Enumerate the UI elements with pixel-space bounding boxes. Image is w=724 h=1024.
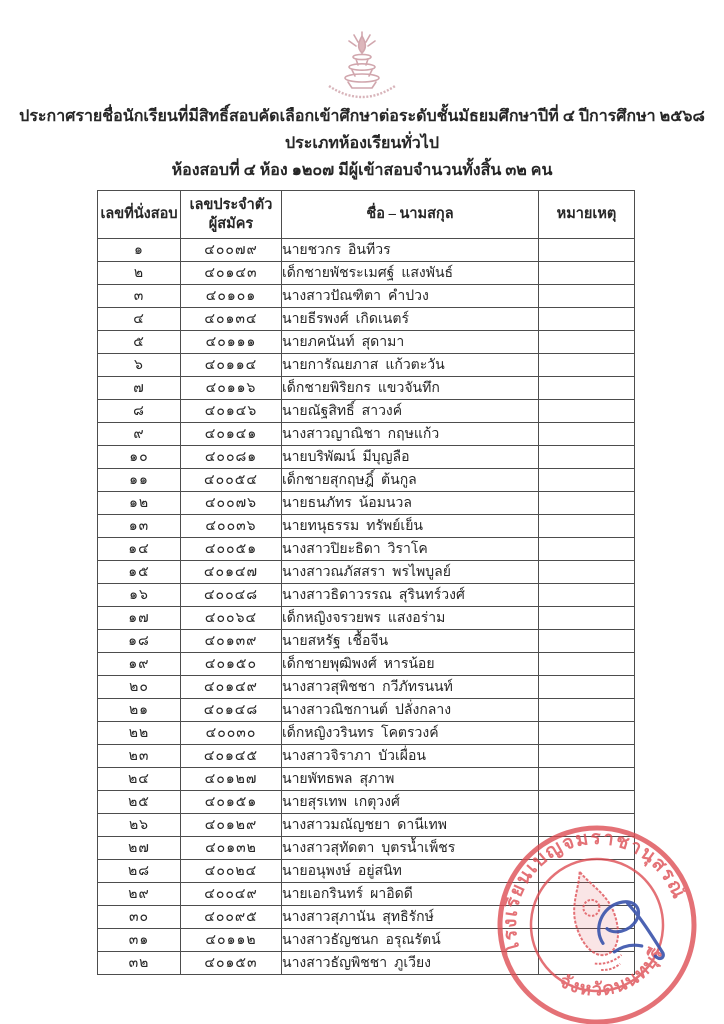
full-name-cell: เด็กหญิงวรินทร โคตรวงค์	[282, 722, 539, 745]
table-row	[98, 883, 635, 906]
seat-number-cell: ๓	[98, 285, 181, 308]
applicant-id-cell: ๔๐๐๘๑	[181, 446, 282, 469]
table-row	[98, 745, 635, 768]
remark-cell	[539, 400, 635, 423]
seat-number-cell: ๑๑	[98, 469, 181, 492]
full-name-cell: นางสาวณิชกานต์ ปลั่งกลาง	[282, 699, 539, 722]
full-name-cell: นายสุรเทพ เกตุวงศ์	[282, 791, 539, 814]
remark-cell	[539, 791, 635, 814]
remark-cell	[539, 239, 635, 262]
table-row	[98, 653, 635, 676]
seat-number-cell: ๒๗	[98, 837, 181, 860]
full-name-cell: นางสาวสุทัดตา บุตรน้ำเพ็ชร	[282, 837, 539, 860]
applicant-id-cell: ๔๐๑๓๔	[181, 308, 282, 331]
full-name-cell: นางสาวปัณฑิตา คำปวง	[282, 285, 539, 308]
remark-cell	[539, 515, 635, 538]
examinee-table	[97, 190, 635, 975]
applicant-id-cell: ๔๐๑๔๖	[181, 400, 282, 423]
header-full-name: ชื่อ – นามสกุล	[282, 191, 539, 239]
full-name-cell: นายธีรพงศ์ เกิดเนตร์	[282, 308, 539, 331]
seat-number-cell: ๑๘	[98, 630, 181, 653]
table-row	[98, 515, 635, 538]
table-header-row	[98, 191, 635, 239]
remark-cell	[539, 607, 635, 630]
table-row	[98, 239, 635, 262]
applicant-id-cell: ๔๐๐๕๔	[181, 469, 282, 492]
table-row	[98, 469, 635, 492]
remark-cell	[539, 630, 635, 653]
seat-number-cell: ๒๒	[98, 722, 181, 745]
remark-cell	[539, 745, 635, 768]
applicant-id-cell: ๔๐๑๕๓	[181, 952, 282, 975]
applicant-id-cell: ๔๐๑๓๙	[181, 630, 282, 653]
applicant-id-cell: ๔๐๑๔๓	[181, 262, 282, 285]
seat-number-cell: ๑๓	[98, 515, 181, 538]
full-name-cell: เด็กชายพุฒิพงศ์ หารน้อย	[282, 653, 539, 676]
applicant-id-cell: ๔๐๑๔๑	[181, 423, 282, 446]
seat-number-cell: ๑	[98, 239, 181, 262]
remark-cell	[539, 653, 635, 676]
table-row	[98, 929, 635, 952]
announcement-header	[0, 103, 724, 184]
applicant-id-cell: ๔๐๑๔๕	[181, 745, 282, 768]
remark-cell	[539, 768, 635, 791]
seat-number-cell: ๓๒	[98, 952, 181, 975]
applicant-id-cell: ๔๐๑๔๙	[181, 676, 282, 699]
applicant-id-cell: ๔๐๑๑๔	[181, 354, 282, 377]
full-name-cell: นายทนุธรรม ทรัพย์เย็น	[282, 515, 539, 538]
full-name-cell: นางสาวธัญชนก อรุณรัตน์	[282, 929, 539, 952]
full-name-cell: นางสาวธิดาวรรณ สุรินทร์วงศ์	[282, 584, 539, 607]
full-name-cell: เด็กหญิงจรวยพร แสงอร่าม	[282, 607, 539, 630]
seat-number-cell: ๓๑	[98, 929, 181, 952]
remark-cell	[539, 561, 635, 584]
remark-cell	[539, 262, 635, 285]
seat-number-cell: ๒	[98, 262, 181, 285]
remark-cell	[539, 423, 635, 446]
full-name-cell: นางสาวธัญพิชชา ภูเวียง	[282, 952, 539, 975]
seat-number-cell: ๑๙	[98, 653, 181, 676]
table-row	[98, 630, 635, 653]
full-name-cell: นายการัณยภาส แก้วตะวัน	[282, 354, 539, 377]
full-name-cell: นางสาวมณัญชยา ดานีเทพ	[282, 814, 539, 837]
full-name-cell: นางสาวณภัสสรา พรไพบูลย์	[282, 561, 539, 584]
seat-number-cell: ๘	[98, 400, 181, 423]
full-name-cell: นางสาวสุภานัน สุทธิรักษ์	[282, 906, 539, 929]
remark-cell	[539, 538, 635, 561]
table-row	[98, 262, 635, 285]
title-line-2: ประเภทห้องเรียนทั่วไป	[285, 135, 439, 152]
seat-number-cell: ๒๐	[98, 676, 181, 699]
applicant-id-cell: ๔๐๐๗๖	[181, 492, 282, 515]
table-body	[98, 239, 635, 975]
table-row	[98, 423, 635, 446]
header-remark: หมายเหตุ	[539, 191, 635, 239]
remark-cell	[539, 722, 635, 745]
seat-number-cell: ๗	[98, 377, 181, 400]
remark-cell	[539, 354, 635, 377]
table-row	[98, 446, 635, 469]
seat-number-cell: ๑๖	[98, 584, 181, 607]
table-row	[98, 584, 635, 607]
applicant-id-cell: ๔๐๑๔๗	[181, 561, 282, 584]
remark-cell	[539, 699, 635, 722]
seat-number-cell: ๒๔	[98, 768, 181, 791]
remark-cell	[539, 469, 635, 492]
table-row	[98, 676, 635, 699]
applicant-id-cell: ๔๐๑๔๘	[181, 699, 282, 722]
applicant-id-cell: ๔๐๑๐๑	[181, 285, 282, 308]
applicant-id-cell: ๔๐๐๕๑	[181, 538, 282, 561]
table-row	[98, 768, 635, 791]
remark-cell	[539, 906, 635, 929]
full-name-cell: นางสาวจิราภา บัวเผื่อน	[282, 745, 539, 768]
full-name-cell: นายสหรัฐ เชื้อจีน	[282, 630, 539, 653]
stamp-top-text: โรงเรียนเบญจมราชานุสรณ์	[499, 827, 690, 956]
header-applicant-id: เลขประจำตัว ผู้สมัคร	[181, 191, 282, 239]
applicant-id-cell: ๔๐๑๕๐	[181, 653, 282, 676]
title-line-3: ห้องสอบที่ ๔ ห้อง ๑๒๐๗ มีผู้เข้าสอบจำนวนทั้งสิ้น ๓๒ คน	[171, 162, 553, 179]
table-row	[98, 354, 635, 377]
applicant-id-cell: ๔๐๑๒๗	[181, 768, 282, 791]
table-row	[98, 561, 635, 584]
header-seat-number: เลขที่นั่งสอบ	[98, 191, 181, 239]
stamp-bottom-text: จังหวัดนนทบุรี	[556, 943, 668, 1000]
applicant-id-cell: ๔๐๑๑๒	[181, 929, 282, 952]
table-row	[98, 722, 635, 745]
full-name-cell: นางสาวสุพิชชา กวีภัทรนนท์	[282, 676, 539, 699]
remark-cell	[539, 929, 635, 952]
table-row	[98, 699, 635, 722]
seat-number-cell: ๑๔	[98, 538, 181, 561]
table-row	[98, 860, 635, 883]
applicant-id-cell: ๔๐๐๓๐	[181, 722, 282, 745]
seat-number-cell: ๓๐	[98, 906, 181, 929]
remark-cell	[539, 676, 635, 699]
title-line-1: ประกาศรายชื่อนักเรียนที่มีสิทธิ์สอบคัดเลือกเข้าศึกษาต่อระดับชั้นมัธยมศึกษาปีที่ ๔ ปีการศึกษา ๒๕๖๘	[19, 108, 705, 125]
applicant-id-cell: ๔๐๑๑๑	[181, 331, 282, 354]
table-row	[98, 906, 635, 929]
remark-cell	[539, 331, 635, 354]
seat-number-cell: ๑๐	[98, 446, 181, 469]
table-row	[98, 308, 635, 331]
seat-number-cell: ๖	[98, 354, 181, 377]
applicant-id-cell: ๔๐๐๖๔	[181, 607, 282, 630]
full-name-cell: นายชวกร อินทีวร	[282, 239, 539, 262]
applicant-id-cell: ๔๐๐๒๔	[181, 860, 282, 883]
seat-number-cell: ๑๗	[98, 607, 181, 630]
applicant-id-cell: ๔๐๐๔๙	[181, 883, 282, 906]
seat-number-cell: ๑๒	[98, 492, 181, 515]
remark-cell	[539, 860, 635, 883]
seat-number-cell: ๒๘	[98, 860, 181, 883]
table-row	[98, 285, 635, 308]
applicant-id-cell: ๔๐๑๓๒	[181, 837, 282, 860]
table-row	[98, 791, 635, 814]
seat-number-cell: ๒๙	[98, 883, 181, 906]
seat-number-cell: ๕	[98, 331, 181, 354]
full-name-cell: เด็กชายพัชระเมศฐ์ แสงพันธ์	[282, 262, 539, 285]
remark-cell	[539, 883, 635, 906]
seat-number-cell: ๒๓	[98, 745, 181, 768]
remark-cell	[539, 952, 635, 975]
full-name-cell: นายภคนันท์ สุดามา	[282, 331, 539, 354]
applicant-id-cell: ๔๐๐๗๙	[181, 239, 282, 262]
seat-number-cell: ๒๕	[98, 791, 181, 814]
remark-cell	[539, 285, 635, 308]
applicant-id-cell: ๔๐๑๒๙	[181, 814, 282, 837]
remark-cell	[539, 308, 635, 331]
remark-cell	[539, 377, 635, 400]
full-name-cell: นายเอกรินทร์ ผาอิดดี	[282, 883, 539, 906]
applicant-id-cell: ๔๐๐๙๕	[181, 906, 282, 929]
applicant-id-cell: ๔๐๑๕๑	[181, 791, 282, 814]
full-name-cell: นายณัฐสิทธิ์ สาวงค์	[282, 400, 539, 423]
remark-cell	[539, 837, 635, 860]
table-row	[98, 814, 635, 837]
full-name-cell: นางสาวปิยะธิดา วิราโค	[282, 538, 539, 561]
table-row	[98, 837, 635, 860]
table-row	[98, 952, 635, 975]
table-row	[98, 492, 635, 515]
applicant-id-cell: ๔๐๐๔๘	[181, 584, 282, 607]
remark-cell	[539, 584, 635, 607]
seat-number-cell: ๔	[98, 308, 181, 331]
table-row	[98, 331, 635, 354]
full-name-cell: นายอนุพงษ์ อยู่สนิท	[282, 860, 539, 883]
table-row	[98, 400, 635, 423]
full-name-cell: นายบริพัฒน์ มีบุญลือ	[282, 446, 539, 469]
table-row	[98, 607, 635, 630]
full-name-cell: นายธนภัทร น้อมนวล	[282, 492, 539, 515]
remark-cell	[539, 492, 635, 515]
seat-number-cell: ๑๕	[98, 561, 181, 584]
remark-cell	[539, 446, 635, 469]
full-name-cell: นายพัทธพล สุภาพ	[282, 768, 539, 791]
seat-number-cell: ๙	[98, 423, 181, 446]
full-name-cell: นางสาวญาณิชา กฤษแก้ว	[282, 423, 539, 446]
table-row	[98, 538, 635, 561]
seat-number-cell: ๒๖	[98, 814, 181, 837]
table-row	[98, 377, 635, 400]
seat-number-cell: ๒๑	[98, 699, 181, 722]
applicant-id-cell: ๔๐๑๑๖	[181, 377, 282, 400]
full-name-cell: เด็กชายสุกฤษฎิ์ ต้นกูล	[282, 469, 539, 492]
remark-cell	[539, 814, 635, 837]
applicant-id-cell: ๔๐๐๓๖	[181, 515, 282, 538]
full-name-cell: เด็กชายพิริยกร แขวจันทึก	[282, 377, 539, 400]
